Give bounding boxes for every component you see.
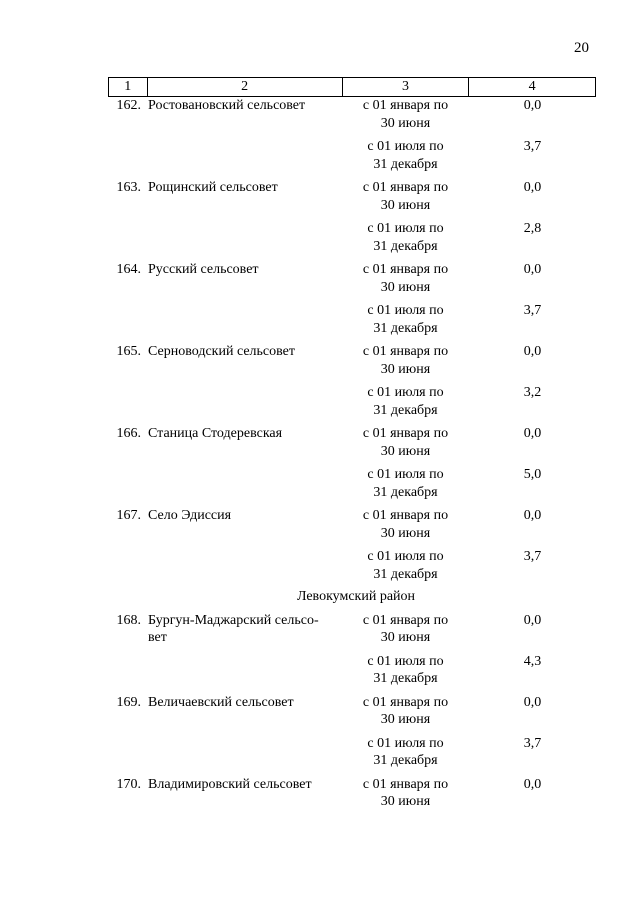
period-row (342, 694, 596, 729)
period-text (342, 220, 469, 255)
row-number: 165. (116, 344, 141, 359)
period-text-line: с 01 июля по (367, 467, 444, 482)
period-text (342, 97, 469, 132)
period-text-line: с 01 июля по (367, 303, 444, 318)
municipality-name: Рощинский сельсовет (148, 180, 278, 195)
municipality-name: Величаевский сельсовет (148, 694, 294, 710)
period-row (342, 179, 596, 214)
district-heading: Левокумский район (296, 589, 416, 604)
period-text-line: с 01 июля по (367, 653, 444, 669)
period-value: 3,7 (523, 139, 542, 154)
period-group (342, 776, 596, 811)
period-value: 3,7 (523, 735, 542, 751)
table-header (108, 77, 596, 97)
period-row (342, 735, 596, 770)
period-text (342, 343, 469, 378)
period-value: 2,8 (523, 221, 542, 236)
period-row (342, 138, 596, 173)
municipality-name: Станица Стодеревская (148, 426, 283, 441)
header-col-4: 4 (528, 79, 536, 94)
period-text (342, 694, 469, 729)
header-col-2: 2 (148, 78, 343, 96)
period-group (342, 179, 596, 255)
row-number: 167. (116, 508, 141, 523)
period-text (342, 138, 469, 173)
row-number: 162. (116, 98, 141, 113)
table-row (108, 97, 596, 173)
period-text-line: 31 декабря (373, 566, 438, 582)
period-text (342, 653, 469, 688)
period-text-line: с 01 июля по (367, 385, 444, 400)
period-value: 0,0 (523, 344, 542, 359)
period-group (342, 694, 596, 770)
period-text-line: 30 июня (380, 794, 431, 809)
period-text-line: 31 декабря (373, 156, 438, 172)
period-text (342, 261, 469, 296)
period-text-line: 30 июня (380, 279, 431, 295)
period-text-line: с 01 июля по (367, 549, 444, 564)
period-value: 0,0 (523, 508, 542, 523)
period-value: 4,3 (523, 653, 542, 669)
period-text-line: с 01 января по (362, 262, 449, 277)
period-value: 3,7 (523, 549, 542, 564)
period-text-line: 30 июня (380, 443, 431, 459)
municipality-name: Русский сельсовет (148, 262, 259, 277)
period-group (342, 507, 596, 583)
period-row (342, 261, 596, 296)
period-row (342, 507, 596, 542)
period-text-line: с 01 января по (362, 776, 449, 792)
period-text (342, 179, 469, 214)
period-text-line: 30 июня (380, 115, 431, 131)
row-number: 163. (116, 180, 141, 195)
period-value: 0,0 (523, 98, 542, 113)
row-number: 164. (116, 262, 141, 277)
period-value: 0,0 (523, 180, 542, 195)
period-text (342, 507, 469, 542)
row-number: 170. (116, 776, 141, 792)
table-row (108, 776, 596, 811)
period-row (342, 384, 596, 419)
period-value: 0,0 (523, 426, 542, 441)
period-group (342, 261, 596, 337)
period-row (342, 220, 596, 255)
period-value: 0,0 (523, 262, 542, 277)
period-row (342, 653, 596, 688)
period-text (342, 776, 469, 811)
table-row (108, 694, 596, 770)
period-text-line: с 01 января по (362, 98, 449, 113)
table-row (108, 425, 596, 501)
period-text-line: с 01 января по (362, 180, 449, 195)
period-text (342, 735, 469, 770)
row-number: 166. (116, 426, 141, 441)
period-text-line: 30 июня (380, 525, 431, 541)
period-text-line: с 01 января по (362, 612, 449, 628)
table-row (108, 343, 596, 419)
period-text-line: с 01 июля по (367, 735, 444, 751)
period-text-line: 31 декабря (373, 320, 438, 336)
period-value: 0,0 (523, 776, 542, 792)
period-value: 0,0 (523, 694, 542, 710)
period-text (342, 548, 469, 583)
municipality-name: Владимировский сельсовет (148, 776, 312, 792)
period-text-line: с 01 января по (362, 344, 449, 359)
period-row (342, 343, 596, 378)
period-text-line: 31 декабря (373, 671, 438, 686)
period-value: 3,7 (523, 303, 542, 318)
row-number: 168. (116, 612, 141, 628)
header-col-1: 1 (109, 78, 148, 96)
period-row (342, 466, 596, 501)
period-value: 0,0 (523, 612, 542, 628)
period-text (342, 612, 469, 647)
period-text-line: с 01 июля по (367, 221, 444, 236)
municipality-name: Серноводский сельсовет (148, 344, 295, 359)
period-group (342, 343, 596, 419)
municipality-name-line: Бургун-Маджарский сельсо- (148, 612, 319, 628)
table-row (108, 507, 596, 583)
row-number: 169. (116, 694, 141, 710)
period-text-line: 31 декабря (373, 753, 438, 768)
period-text-line: с 01 января по (362, 508, 449, 523)
period-text (342, 425, 469, 460)
period-text (342, 384, 469, 419)
period-group (342, 97, 596, 173)
period-row (342, 612, 596, 647)
table-body (108, 97, 596, 817)
period-row (342, 302, 596, 337)
period-row (342, 425, 596, 460)
municipality-name: Село Эдиссия (148, 508, 232, 523)
period-row (342, 97, 596, 132)
period-text-line: 31 декабря (373, 402, 438, 418)
table-row (108, 261, 596, 337)
period-text-line: 31 декабря (373, 238, 438, 254)
period-text-line: с 01 июля по (367, 139, 444, 154)
period-text-line: с 01 января по (362, 426, 449, 441)
period-value: 3,2 (523, 385, 542, 400)
period-text-line: 30 июня (380, 712, 431, 727)
period-group (342, 612, 596, 688)
period-row (342, 548, 596, 583)
table-row (108, 612, 596, 688)
period-text-line: 30 июня (380, 197, 431, 213)
header-col-3: 3 (343, 78, 470, 96)
period-text (342, 302, 469, 337)
municipality-name: Ростовановский сельсовет (148, 98, 306, 113)
period-group (342, 425, 596, 501)
period-text-line: 31 декабря (373, 484, 438, 500)
municipality-name-line: вет (148, 630, 167, 645)
period-text-line: 30 июня (380, 630, 431, 645)
municipality-name (146, 612, 342, 647)
period-text-line: с 01 января по (362, 694, 449, 710)
period-value: 5,0 (523, 467, 542, 482)
period-text-line: 30 июня (380, 361, 431, 377)
period-text (342, 466, 469, 501)
page-number: 20 (574, 40, 589, 56)
period-row (342, 776, 596, 811)
table-row (108, 179, 596, 255)
